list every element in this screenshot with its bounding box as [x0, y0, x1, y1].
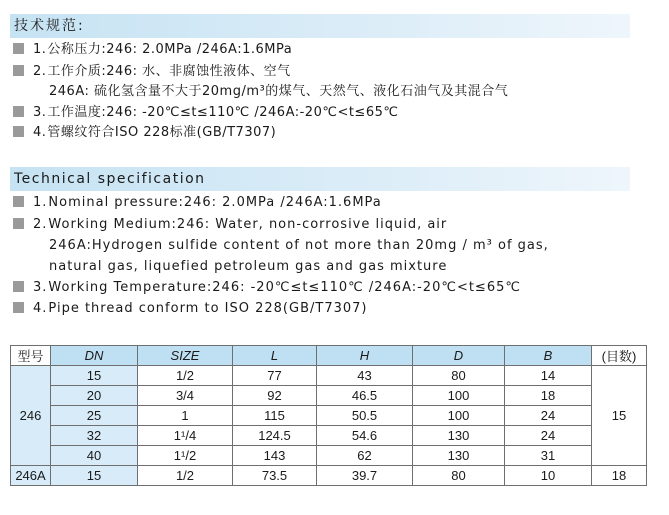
cell-b: 10 — [505, 466, 592, 486]
en-spec-item-2: 2.Working Medium:246: Water, non-corrosive liquid, air — [13, 215, 447, 235]
cell-b: 31 — [505, 446, 592, 466]
cn-spec-item-1: 1.公称压力:246: 2.0MPa /246A:1.6MPa — [13, 40, 292, 60]
header-mesh: (目数) — [592, 346, 647, 366]
bullet-square-icon — [13, 65, 24, 76]
dimension-table — [10, 345, 647, 486]
cell-dn: 32 — [51, 426, 138, 446]
en-section-title: Technical specification — [10, 167, 630, 191]
cell-b: 14 — [505, 366, 592, 386]
cell-l: 143 — [233, 446, 317, 466]
cell-h: 54.6 — [317, 426, 413, 446]
cn-spec-item-2-cont: 246A: 硫化氢含量不大于20mg/m³的煤气、天然气、液化石油气及其混合气 — [49, 84, 509, 99]
en-spec-item-1: 1.Nominal pressure:246: 2.0MPa /246A:1.6MPa — [13, 193, 382, 213]
header-b: B — [505, 346, 592, 366]
cell-d: 80 — [413, 366, 505, 386]
table-header-row — [11, 346, 647, 366]
cn-spec-item-4: 4.管螺纹符合ISO 228标准(GB/T7307) — [13, 123, 276, 143]
table-row — [11, 446, 647, 466]
cell-size: 1¹/2 — [138, 446, 233, 466]
bullet-square-icon — [13, 218, 24, 229]
cell-d: 130 — [413, 446, 505, 466]
cn-spec-item-3: 3.工作温度:246: -20℃≤t≤110℃ /246A:-20℃<t≤65℃ — [13, 103, 398, 123]
cell-size: 1/2 — [138, 366, 233, 386]
mesh-cell-246a: 18 — [592, 466, 647, 486]
cell-l: 115 — [233, 406, 317, 426]
header-d: D — [413, 346, 505, 366]
header-h: H — [317, 346, 413, 366]
table-row — [11, 466, 647, 486]
cell-l: 124.5 — [233, 426, 317, 446]
cell-l: 73.5 — [233, 466, 317, 486]
cell-b: 24 — [505, 426, 592, 446]
cell-size: 1 — [138, 406, 233, 426]
cell-d: 100 — [413, 406, 505, 426]
en-spec-item-4: 4.Pipe thread conform to ISO 228(GB/T7307) — [13, 299, 367, 319]
en-spec-item-2-cont-1: 246A:Hydrogen sulfide content of not more than 20mg / m³ of gas, — [49, 238, 549, 253]
model-cell-246a: 246A — [11, 466, 51, 486]
cell-dn: 40 — [51, 446, 138, 466]
bullet-square-icon — [13, 302, 24, 313]
cell-dn: 20 — [51, 386, 138, 406]
header-size: SIZE — [138, 346, 233, 366]
cell-h: 50.5 — [317, 406, 413, 426]
table-row — [11, 386, 647, 406]
cell-d: 100 — [413, 386, 505, 406]
cell-d: 130 — [413, 426, 505, 446]
table-row — [11, 366, 647, 386]
cell-b: 18 — [505, 386, 592, 406]
header-l: L — [233, 346, 317, 366]
cell-l: 92 — [233, 386, 317, 406]
mesh-cell-246: 15 — [592, 366, 647, 466]
cell-size: 1¹/4 — [138, 426, 233, 446]
en-spec-item-2-cont-2: natural gas, liquefied petroleum gas and gas mixture — [49, 259, 448, 274]
model-cell-246: 246 — [11, 366, 51, 466]
cn-spec-item-2: 2.工作介质:246: 水、非腐蚀性液体、空气 — [13, 62, 291, 82]
en-spec-item-3: 3.Working Temperature:246: -20℃≤t≤110℃ /246A:-20℃<t≤65℃ — [13, 278, 521, 298]
bullet-square-icon — [13, 106, 24, 117]
cell-d: 80 — [413, 466, 505, 486]
bullet-square-icon — [13, 126, 24, 137]
header-dn: DN — [51, 346, 138, 366]
bullet-square-icon — [13, 281, 24, 292]
cell-b: 24 — [505, 406, 592, 426]
cell-dn: 15 — [51, 466, 138, 486]
cell-h: 39.7 — [317, 466, 413, 486]
bullet-square-icon — [13, 196, 24, 207]
cell-dn: 15 — [51, 366, 138, 386]
cell-l: 77 — [233, 366, 317, 386]
cell-size: 1/2 — [138, 466, 233, 486]
cell-size: 3/4 — [138, 386, 233, 406]
cell-h: 62 — [317, 446, 413, 466]
header-model: 型号 — [11, 346, 51, 366]
cell-h: 43 — [317, 366, 413, 386]
cn-section-title: 技术规范: — [10, 14, 630, 38]
table-row — [11, 406, 647, 426]
bullet-square-icon — [13, 43, 24, 54]
cell-h: 46.5 — [317, 386, 413, 406]
cell-dn: 25 — [51, 406, 138, 426]
table-row — [11, 426, 647, 446]
